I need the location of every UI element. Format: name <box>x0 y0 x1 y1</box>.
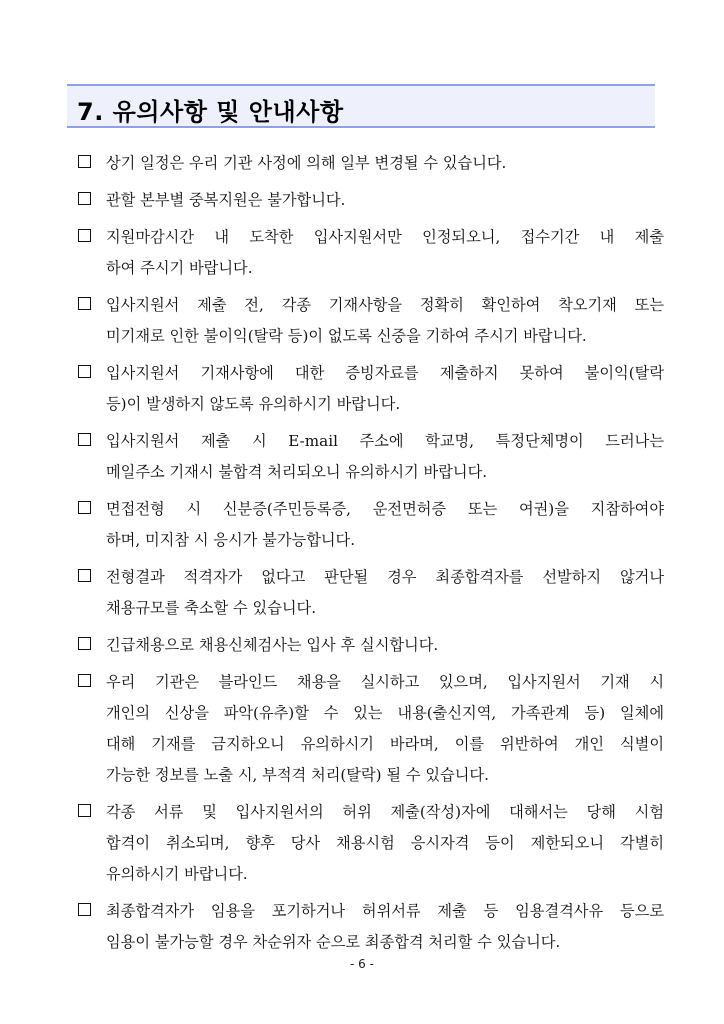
notice-text-line: 개인의 신상을 파악(유추)할 수 있는 내용(출신지역, 가족관계 등) 일체에 <box>106 704 664 722</box>
notice-text-line: 하며, 미지참 시 응시가 불가능합니다. <box>106 531 356 549</box>
checkbox-icon <box>78 674 91 687</box>
checkbox-icon <box>78 229 91 242</box>
notice-text-line: 우리 기관은 블라인드 채용을 실시하고 있으며, 입사지원서 기재 시 <box>106 673 664 691</box>
checkbox-icon <box>78 569 91 582</box>
checkbox-icon <box>78 637 91 650</box>
notice-text-line: 지원마감시간 내 도착한 입사지원서만 인정되오니, 접수기간 내 제출 <box>106 228 664 246</box>
page-number: - 6 - <box>350 957 374 971</box>
notice-item <box>78 148 664 179</box>
notice-text-line: 각종 서류 및 입사지원서의 허위 제출(작성)자에 대해서는 당해 시험 <box>106 803 664 821</box>
notice-text-line: 임용이 불가능할 경우 차순위자 순으로 최종합격 처리할 수 있습니다. <box>106 933 561 951</box>
notice-text-line: 대해 기재를 금지하오니 유의하시기 바라며, 이를 위반하여 개인 식별이 <box>106 735 664 753</box>
notice-text-line: 하여 주시기 바랍니다. <box>106 259 253 277</box>
notice-text-line: 면접전형 시 신분증(주민등록증, 운전면허증 또는 여권)을 지참하여야 <box>106 500 664 518</box>
notice-item <box>78 426 664 488</box>
notice-text-line: 관할 본부별 중복지원은 불가합니다. <box>106 191 346 209</box>
checkbox-icon <box>78 192 91 205</box>
notice-item <box>78 896 664 958</box>
notice-text-line: 합격이 취소되며, 향후 당사 채용시험 응시자격 등이 제한되오니 각별히 <box>106 834 664 852</box>
notice-text-line: 메일주소 기재시 불합격 처리되오니 유의하시기 바랍니다. <box>106 463 488 481</box>
notice-item <box>78 185 664 216</box>
checkbox-icon <box>78 433 91 446</box>
notice-text-line: 채용규모를 축소할 수 있습니다. <box>106 599 317 617</box>
notice-item <box>78 358 664 420</box>
checkbox-icon <box>78 501 91 514</box>
notice-text-line: 상기 일정은 우리 기관 사정에 의해 일부 변경될 수 있습니다. <box>106 154 507 172</box>
notice-item <box>78 494 664 556</box>
checkbox-icon <box>78 365 91 378</box>
notice-list <box>78 148 664 964</box>
checkbox-icon <box>78 903 91 916</box>
notice-item <box>78 667 664 791</box>
section-title: 7. 유의사항 및 안내사항 <box>77 98 344 126</box>
checkbox-icon <box>78 155 91 168</box>
notice-item <box>78 797 664 890</box>
section-header <box>67 84 655 128</box>
notice-text-line: 등)이 발생하지 않도록 유의하시기 바랍니다. <box>106 395 401 413</box>
notice-text-line: 미기재로 인한 불이익(탈락 등)이 없도록 신중을 기하여 주시기 바랍니다. <box>106 327 587 345</box>
notice-text-line: 긴급채용으로 채용신체검사는 입사 후 실시합니다. <box>106 636 439 654</box>
notice-text-line: 입사지원서 제출 시 E-mail 주소에 학교명, 특정단체명이 드러나는 <box>106 432 664 450</box>
notice-text-line: 입사지원서 기재사항에 대한 증빙자료를 제출하지 못하여 불이익(탈락 <box>106 364 664 382</box>
notice-item <box>78 562 664 624</box>
notice-text-line: 유의하시기 바랍니다. <box>106 865 248 883</box>
notice-text-line: 가능한 정보를 노출 시, 부적격 처리(탈락) 될 수 있습니다. <box>106 766 489 784</box>
notice-item <box>78 630 664 661</box>
notice-text-line: 최종합격자가 임용을 포기하거나 허위서류 제출 등 임용결격사유 등으로 <box>106 902 664 920</box>
checkbox-icon <box>78 297 91 310</box>
notice-item <box>78 290 664 352</box>
notice-text-line: 전형결과 적격자가 없다고 판단될 경우 최종합격자를 선발하지 않거나 <box>106 568 664 586</box>
notice-text-line: 입사지원서 제출 전, 각종 기재사항을 정확히 확인하여 착오기재 또는 <box>106 296 664 314</box>
checkbox-icon <box>78 804 91 817</box>
notice-item <box>78 222 664 284</box>
